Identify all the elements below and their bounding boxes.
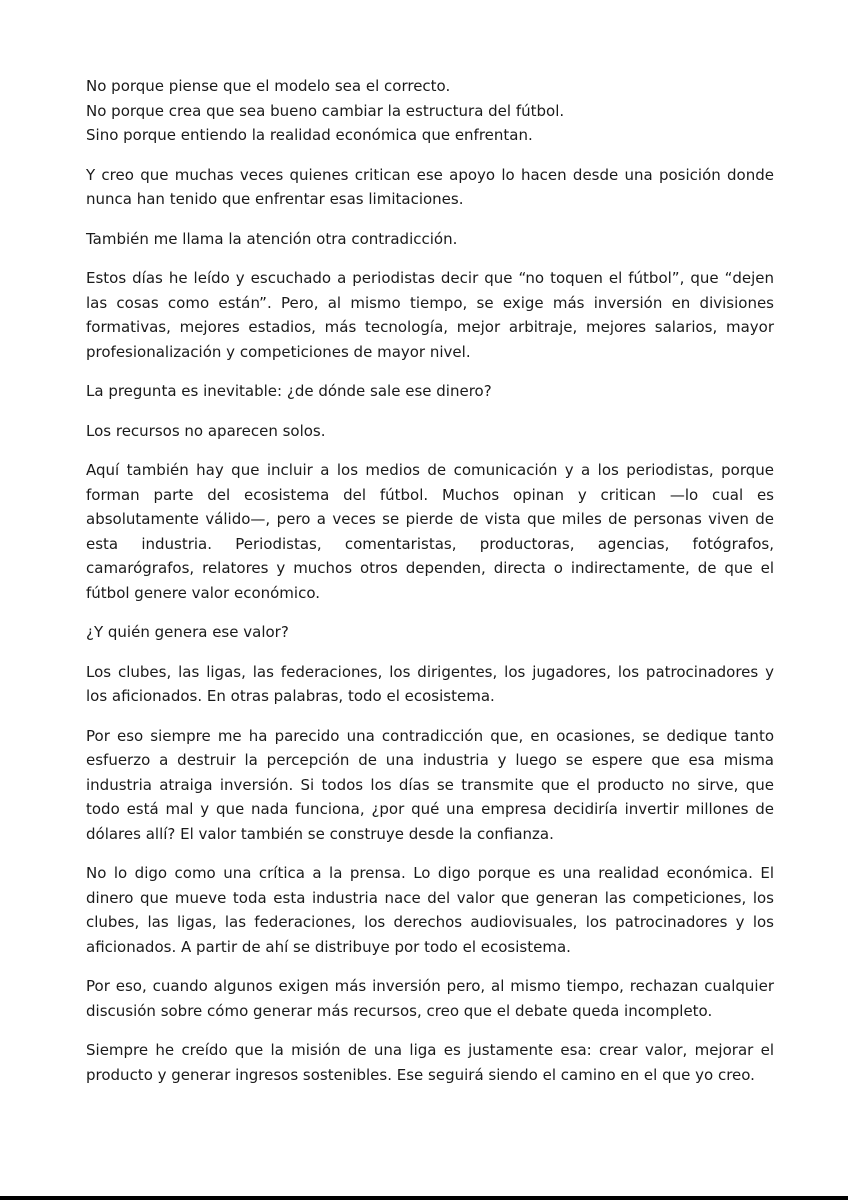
paragraph-question-money: La pregunta es inevitable: ¿de dónde sale ese dinero? xyxy=(86,382,492,400)
document-page xyxy=(86,74,774,1102)
opening-line-1: No porque piense que el modelo sea el correcto. xyxy=(86,77,451,95)
paragraph-ecosystem: Los clubes, las ligas, las federaciones, los dirigentes, los jugadores, los patrocinadores y los aficionados. En otras palabras, todo el ecosistema. xyxy=(86,662,774,705)
paragraph-critics: Y creo que muchas veces quienes critican ese apoyo lo hacen desde una posición donde nunca han tenido que enfrentar esas limitaciones. xyxy=(86,165,774,208)
paragraph-perception: Por eso siempre me ha parecido una contradicción que, en ocasiones, se dedique tanto esfuerzo a destruir la percepción de una industria y luego se espere que esa misma industria atraiga inversión. Si todos los días se transmite que el producto no sirve, que todo está mal y que nada funciona, ¿por qué una empresa decidiría invertir millones de dólares allí? El valor también se construye desde la confianza. xyxy=(86,726,774,843)
paragraph-mission: Siempre he creído que la misión de una liga es justamente esa: crear valor, mejorar el producto y generar ingresos sostenibles. Ese seguirá siendo el camino en el que yo creo. xyxy=(86,1041,774,1084)
paragraph-contradiction-intro: También me llama la atención otra contradicción. xyxy=(86,229,458,248)
opening-line-2: No porque crea que sea bueno cambiar la estructura del fútbol. xyxy=(86,101,565,120)
paragraph-press: No lo digo como una crítica a la prensa. Lo digo porque es una realidad económica. El dinero que mueve toda esta industria nace del valor que generan las competiciones, los clubes, las ligas, las federaciones, los derechos audiovisuales, los patrocinadores y los aficionados. A partir de ahí se distribuye por todo el ecosistema. xyxy=(86,864,774,956)
paragraph-debate: Por eso, cuando algunos exigen más inversión pero, al mismo tiempo, rechazan cualquier discusión sobre cómo generar más recursos, creo que el debate queda incompleto. xyxy=(86,977,774,1020)
paragraph-resources: Los recursos no aparecen solos. xyxy=(86,421,326,440)
paragraph-question-value: ¿Y quién genera ese valor? xyxy=(86,623,289,641)
paragraph-journalists: Estos días he leído y escuchado a periodistas decir que “no toquen el fútbol”, que “dejen las cosas como están”. Pero, al mismo tiempo, se exige más inversión en divisiones formativas, mejores estadios, más tecnología, mejor arbitraje, mejores salarios, mayor profesionalización y competiciones de mayor nivel. xyxy=(86,269,774,361)
page-bottom-border xyxy=(0,1196,848,1200)
opening-line-3: Sino porque entiendo la realidad económica que enfrentan. xyxy=(86,126,533,144)
paragraph-media: Aquí también hay que incluir a los medios de comunicación y a los periodistas, porque forman parte del ecosistema del fútbol. Muchos opinan y critican —lo cual es absolutamente válido—, pero a veces se pierde de vista que miles de personas viven de esta industria. Periodistas, comentaristas, productoras, agencias, fotógrafos, camarógrafos, relatores y muchos otros dependen, directa o indirectamente, de que el fútbol genere valor económico. xyxy=(86,461,774,602)
